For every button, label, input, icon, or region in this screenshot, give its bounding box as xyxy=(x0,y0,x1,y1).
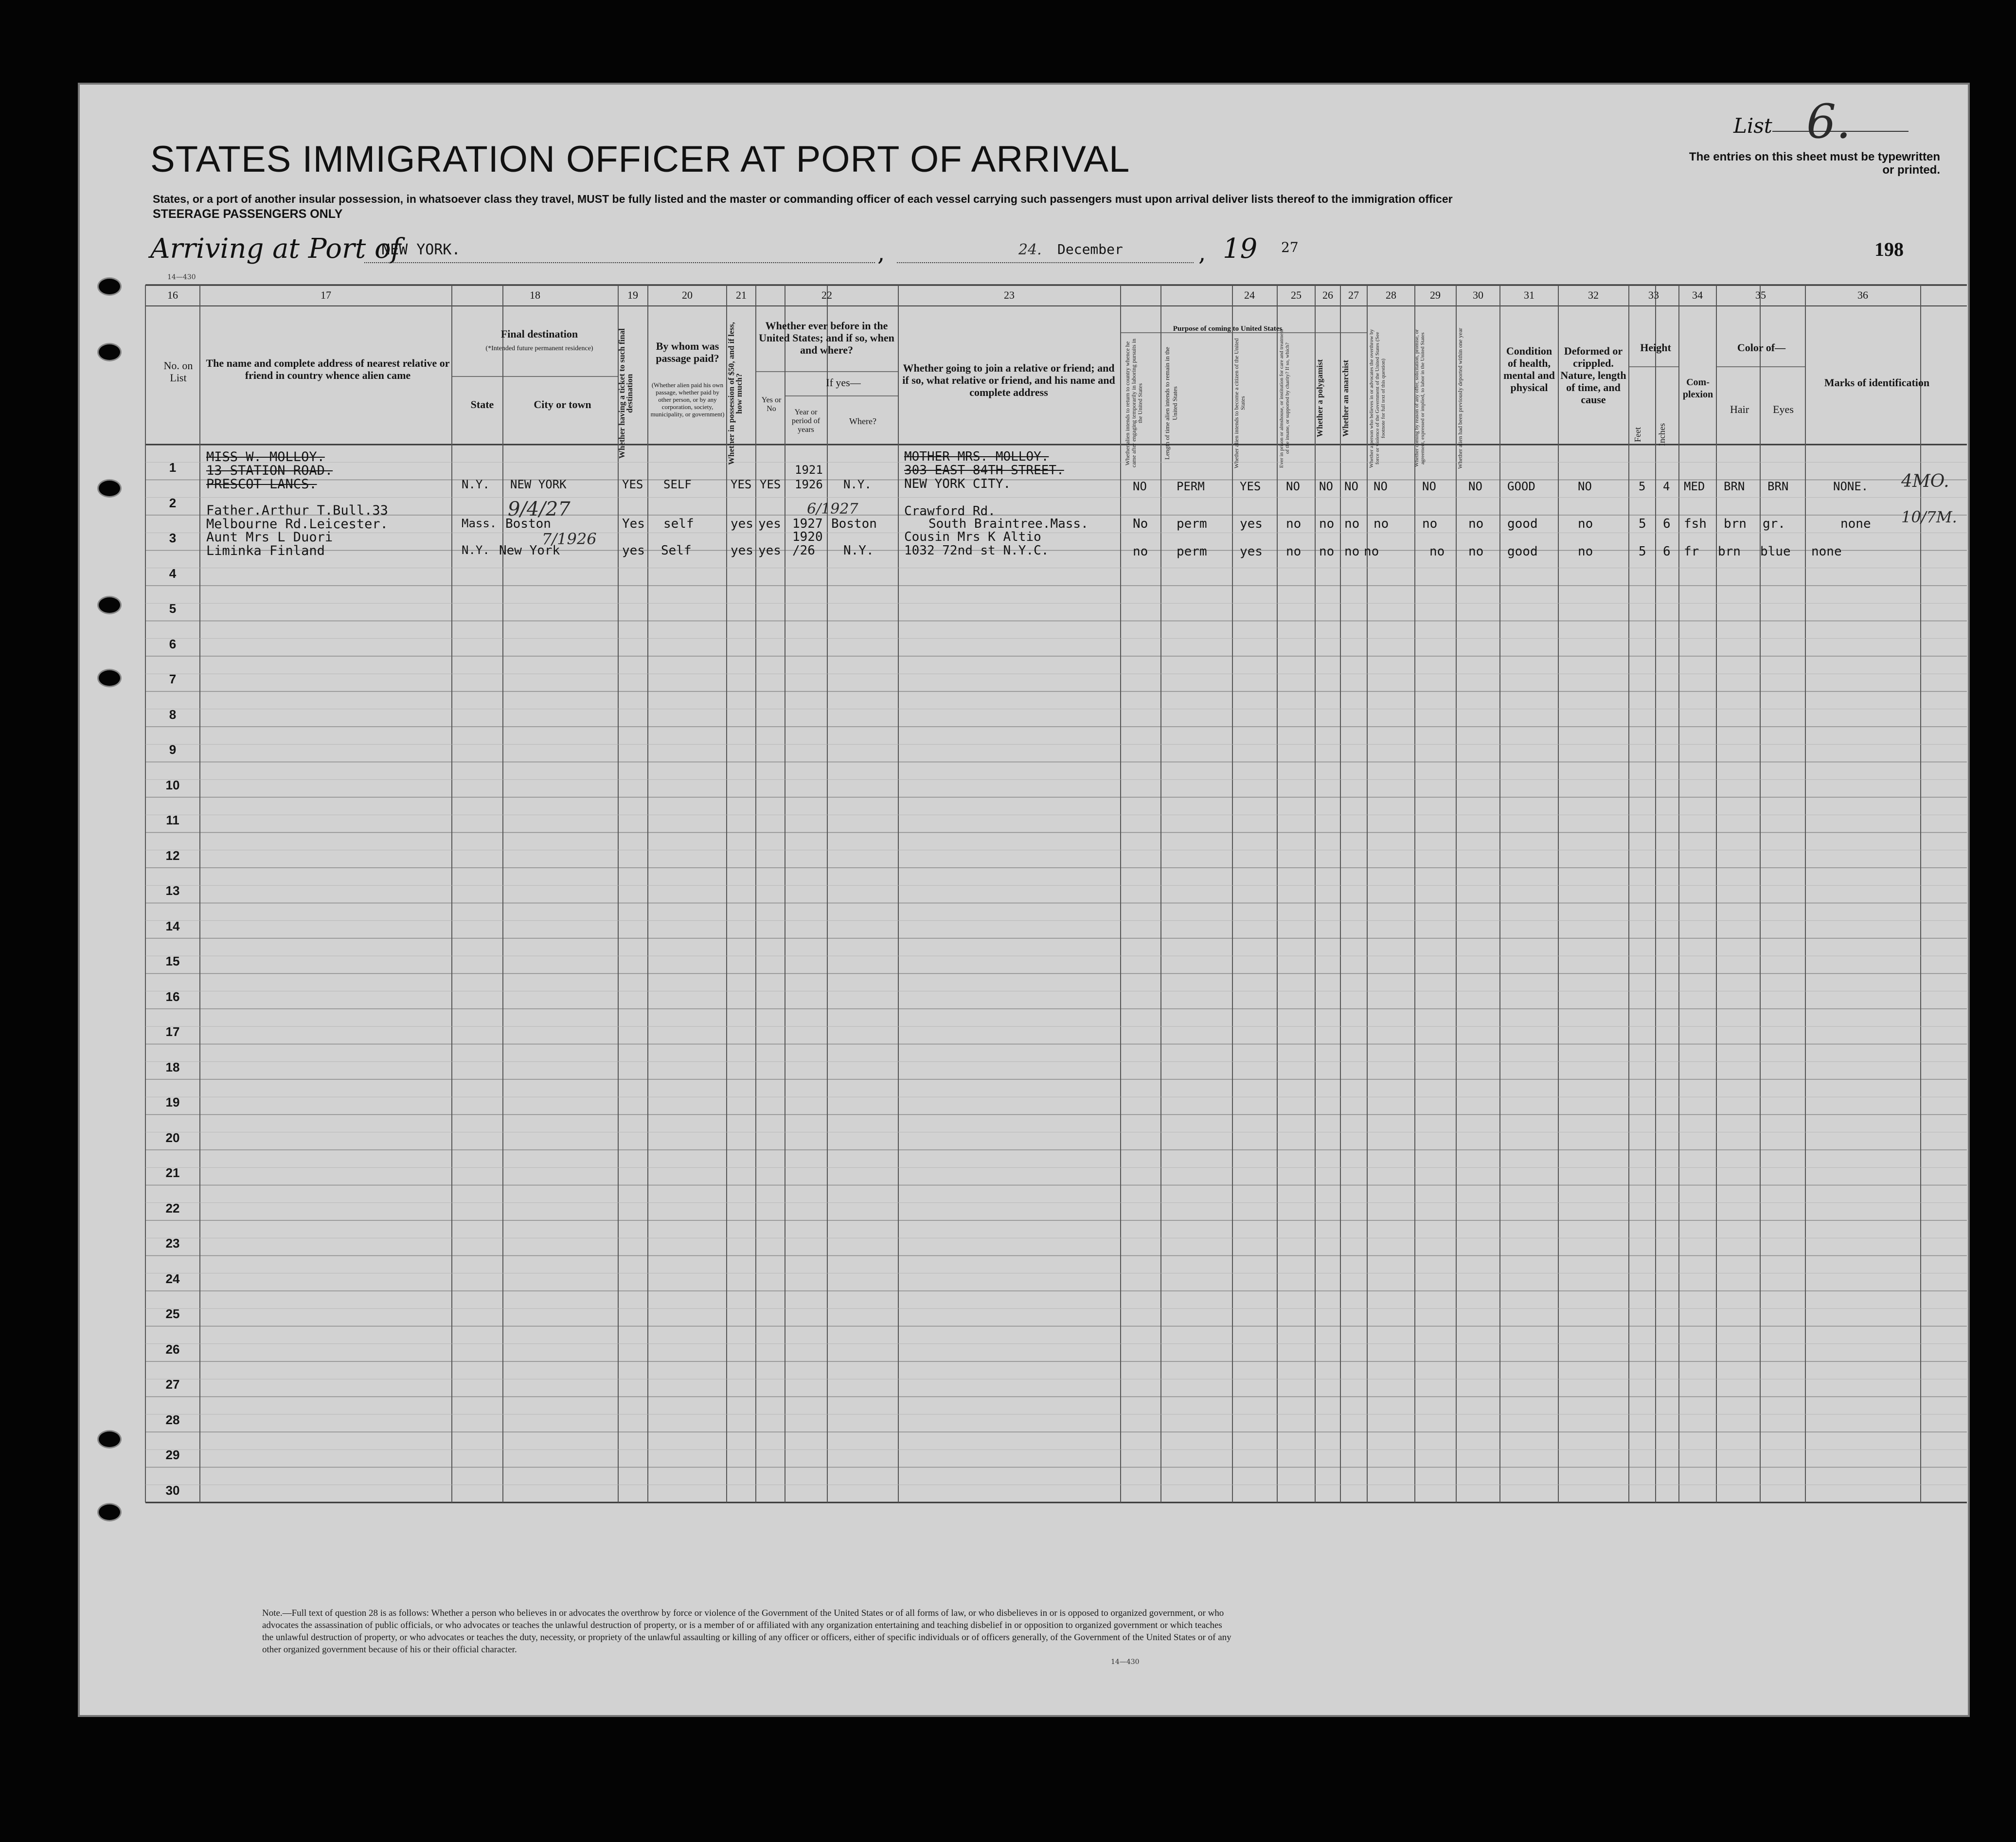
row-number: 29 xyxy=(165,1448,180,1463)
row1-citizen: YES xyxy=(1240,480,1261,493)
row1-city: NEW YORK xyxy=(510,478,567,491)
row3-where: N.Y. xyxy=(843,543,874,558)
footnote: Note.—Full text of question 28 is as follows: Whether a person who believes in or advocates the overthrow by force or violence of the Government of the United States or of all forms of law, or who disbelieves in or is opposed to organized government, or who advocates the assassination of public officials, or who advocates or teaches the unlawful destruction of property, or is a member of or affiliated with any organization entertaining and teaching disbelief in or opposition to organized government or which teaches the unlawful destruction of property, or who advocates or teaches the duty, necessity, or propriety of the unlawful assaulting or killing of any officer or officers, either of specific individuals or of officers generally, of the Government of the United States or of any other organized government because of his or their official character. xyxy=(262,1608,1231,1655)
row-number: 23 xyxy=(165,1236,180,1251)
header-ever-before: Whether ever before in the United States; and if so, when and where? xyxy=(759,320,894,356)
row1-polygamist: NO xyxy=(1319,480,1333,493)
header-where: Where? xyxy=(849,416,876,426)
row2-year: 1927 xyxy=(792,517,823,531)
column-number: 20 xyxy=(682,289,693,301)
row3-relative-line2: Liminka Finland xyxy=(206,543,325,558)
header-color-of: Color of— xyxy=(1737,341,1786,354)
row-number: 21 xyxy=(165,1165,180,1180)
column-number: 25 xyxy=(1291,289,1302,301)
header-city: City or town xyxy=(534,398,591,411)
binder-hole xyxy=(97,343,122,361)
row2-ticket: Yes xyxy=(622,517,645,531)
row-number: 25 xyxy=(165,1306,180,1322)
row2-feet: 5 xyxy=(1639,517,1646,531)
header-prison: Ever in prison or almshouse, or institution for care and treatment of the insane, or supported by charity? If so, which? xyxy=(1279,329,1290,468)
row2-deformed: no xyxy=(1578,517,1593,531)
column-number: 33 xyxy=(1648,289,1659,301)
row1-anarchist: NO xyxy=(1344,480,1358,493)
list-label: List xyxy=(1733,114,1772,138)
row-number: 9 xyxy=(169,742,177,757)
column-number: 30 xyxy=(1473,289,1483,301)
row-number: 4 xyxy=(169,566,177,581)
row2-fifty: yes xyxy=(731,517,753,531)
row2-join-line2: South Braintree.Mass. xyxy=(928,517,1088,531)
month-value: December xyxy=(1057,241,1123,257)
binder-hole xyxy=(97,669,122,687)
row-number: 18 xyxy=(165,1059,180,1074)
row2-hand-note-b: 6/1927 xyxy=(807,501,858,518)
row-number: 12 xyxy=(165,848,180,863)
row1-health: GOOD xyxy=(1507,480,1535,493)
column-number: 31 xyxy=(1524,289,1534,301)
row3-citizen: yes xyxy=(1240,544,1263,559)
header-purpose-c: Whether alien intends to become a citizen of the United States xyxy=(1233,338,1246,468)
row1-join-line1: MOTHER MRS. MOLLOY. xyxy=(904,449,1049,464)
row1-inches: 4 xyxy=(1663,480,1670,493)
row2-hair: brn xyxy=(1724,517,1747,531)
row3-return: no xyxy=(1133,544,1148,559)
row-number: 10 xyxy=(165,777,180,792)
header-passage-paid: By whom was passage paid? xyxy=(656,340,719,364)
row3-state: N.Y. xyxy=(462,543,490,557)
header-ticket: Whether having a ticket to such final destination xyxy=(617,328,634,459)
header-feet: Feet xyxy=(1633,427,1642,443)
row1-length: PERM xyxy=(1177,480,1205,493)
column-number: 27 xyxy=(1348,289,1359,301)
row3-join-line2: 1032 72nd st N.Y.C. xyxy=(904,543,1049,558)
header-yes-no: Yes or No xyxy=(761,396,782,413)
column-number: 34 xyxy=(1692,289,1703,301)
header-q29: Whether coming by reason of any offer, solicitation, promise, or agreement, expressed or implied, to labor in the United States xyxy=(1414,329,1426,467)
row1-ticket: YES xyxy=(622,478,643,491)
header-anarchist: Whether an anarchist xyxy=(1341,359,1350,437)
row-number: 28 xyxy=(165,1412,180,1427)
row-number: 16 xyxy=(165,989,180,1004)
row1-marks: NONE. xyxy=(1833,480,1869,493)
row2-complexion: fsh xyxy=(1684,517,1707,531)
row-number: 19 xyxy=(165,1095,180,1110)
year-prefix: 19 xyxy=(1223,233,1258,265)
column-number: 24 xyxy=(1244,289,1255,301)
row3-length: perm xyxy=(1177,544,1207,559)
row-number: 30 xyxy=(165,1483,180,1498)
header-complexion: Com-plexion xyxy=(1682,377,1713,400)
row3-anarchist: no xyxy=(1344,544,1360,559)
row3-year-a: 1920 xyxy=(792,530,823,544)
row1-fifty: YES xyxy=(731,478,752,491)
row-number: 7 xyxy=(169,672,177,687)
row3-ticket: yes xyxy=(622,543,645,558)
row1-return: NO xyxy=(1133,480,1147,493)
ruled-grid xyxy=(80,85,1968,1715)
header-hair: Hair xyxy=(1730,403,1749,415)
row2-return: No xyxy=(1133,517,1148,531)
row-number: 20 xyxy=(165,1130,180,1145)
row2-length: perm xyxy=(1177,517,1207,531)
row2-q29: no xyxy=(1422,517,1438,531)
header-q30: Whether alien had been previously deported within one year xyxy=(1457,328,1463,469)
binder-hole xyxy=(97,277,122,296)
column-number: 18 xyxy=(530,289,540,301)
header-q28: Whether a person who believes in or advocates the overthrow by force or violence of the Government of the United States (See footnote for full text of this question) xyxy=(1369,329,1386,468)
row-number: 2 xyxy=(169,495,177,510)
row1-join-line3: NEW YORK CITY. xyxy=(904,477,1011,491)
binder-hole xyxy=(97,479,122,498)
column-number: 35 xyxy=(1755,289,1766,301)
row3-q28: no xyxy=(1364,544,1379,559)
row1-q30: NO xyxy=(1468,480,1482,493)
row3-deformed: no xyxy=(1578,544,1593,559)
port-value: NEW YORK. xyxy=(381,241,461,258)
row3-feet: 5 xyxy=(1639,544,1646,559)
row-number: 8 xyxy=(169,707,177,722)
form-code-bottom: 14—430 xyxy=(1111,1658,1140,1666)
form-subtitle: States, or a port of another insular possession, in whatsoever class they travel, MUST be fully listed and the master or commanding officer of each vessel carrying such passengers must upon arrival deliver lists thereof to the immigration officer xyxy=(153,193,1453,205)
date-comma: , xyxy=(877,239,885,267)
row3-marks: none xyxy=(1811,544,1842,559)
binder-hole xyxy=(97,1430,122,1449)
row2-state: Mass. xyxy=(462,517,497,530)
row3-before: yes xyxy=(758,543,781,558)
row2-where: Boston xyxy=(831,517,877,531)
row-number: 17 xyxy=(165,1024,180,1039)
header-polygamist: Whether a polygamist xyxy=(1315,359,1324,438)
row3-year-b: /26 xyxy=(792,543,815,558)
column-number: 17 xyxy=(321,289,331,301)
row2-anarchist: no xyxy=(1344,517,1360,531)
header-join-relative: Whether going to join a relative or friend; and if so, what relative or friend, and his name and complete address xyxy=(902,362,1115,398)
day-value: 24. xyxy=(1018,241,1042,258)
row1-relative-line3: PRESCOT LANCS. xyxy=(206,477,317,492)
entries-note: The entries on this sheet must be typewritten or printed. xyxy=(1689,150,1940,177)
header-purpose-a: Whether alien intends to return to country whence he came after engaging temporarily in laboring pursuits in the United States xyxy=(1124,339,1143,468)
binder-hole xyxy=(97,1503,122,1521)
row-number: 5 xyxy=(169,601,177,616)
column-number: 32 xyxy=(1588,289,1599,301)
row1-hair: BRN xyxy=(1724,480,1745,493)
column-number: 29 xyxy=(1430,289,1441,301)
row-number: 24 xyxy=(165,1271,180,1286)
row-number: 3 xyxy=(169,531,177,546)
column-number: 19 xyxy=(627,289,638,301)
header-inches: Inches xyxy=(1657,423,1667,447)
row1-margin-note: 4MO. xyxy=(1901,471,1949,491)
row1-join-line2: 303 EAST 84TH STREET. xyxy=(904,463,1064,478)
row-number: 13 xyxy=(165,883,180,898)
row2-health: good xyxy=(1507,517,1538,531)
header-purpose-b: Length of time alien intends to remain in the United States xyxy=(1163,347,1178,460)
row-number: 26 xyxy=(165,1341,180,1357)
row2-city: Boston xyxy=(505,517,551,531)
manifest-sheet xyxy=(78,83,1970,1717)
header-state: State xyxy=(470,398,494,411)
row1-prison: NO xyxy=(1286,480,1300,493)
row-number: 1 xyxy=(169,460,177,475)
column-number: 16 xyxy=(167,289,178,301)
row-number: 11 xyxy=(166,813,179,828)
header-possession-50: Whether in possession of $50, and if less, how much? xyxy=(727,322,744,465)
row1-relative-line1: MISS W. MOLLOY. xyxy=(206,449,325,465)
column-number: 23 xyxy=(1004,289,1015,301)
row3-q30: no xyxy=(1468,544,1484,559)
row2-marks: none xyxy=(1840,517,1871,531)
row3-inches: 6 xyxy=(1663,544,1671,559)
class-line: STEERAGE PASSENGERS ONLY xyxy=(153,207,343,221)
row3-city: New York xyxy=(499,543,560,558)
page-code: 198 xyxy=(1874,238,1904,260)
row1-feet: 5 xyxy=(1639,480,1646,493)
row1-year-a: 1921 xyxy=(795,463,823,477)
row3-hand-note: 7/1926 xyxy=(542,530,597,548)
header-final-destination-note: (*Intended future permanent residence) xyxy=(485,345,593,352)
column-number: 26 xyxy=(1322,289,1333,301)
column-number: 28 xyxy=(1386,289,1396,301)
header-if-yes: If yes— xyxy=(826,376,861,389)
row2-relative-line2: Melbourne Rd.Leicester. xyxy=(206,517,388,532)
row3-prison: no xyxy=(1286,544,1302,559)
row-number: 14 xyxy=(165,918,180,933)
row1-state: N.Y. xyxy=(462,478,490,491)
row2-q30: no xyxy=(1468,517,1484,531)
row2-margin-note: 10/7M. xyxy=(1901,508,1957,526)
row2-citizen: yes xyxy=(1240,517,1263,531)
row1-complexion: MED xyxy=(1684,480,1705,493)
row2-inches: 6 xyxy=(1663,517,1671,531)
row2-q28: no xyxy=(1374,517,1389,531)
header-height: Height xyxy=(1640,341,1671,354)
row-number: 22 xyxy=(165,1200,180,1216)
year-comma: , xyxy=(1198,239,1206,267)
row3-relative-line1: Aunt Mrs L Duori xyxy=(206,530,333,545)
row1-q29: NO xyxy=(1422,480,1436,493)
row2-hand-note: 9/4/27 xyxy=(508,498,571,520)
row3-health: good xyxy=(1507,544,1538,559)
row1-year-b: 1926 xyxy=(795,478,823,491)
header-purpose: Purpose of coming to United States xyxy=(1173,325,1283,333)
binder-hole xyxy=(97,596,122,614)
row2-polygamist: no xyxy=(1319,517,1335,531)
row1-q28: NO xyxy=(1374,480,1388,493)
header-nearest-relative: The name and complete address of nearest relative or friend in country whence alien came xyxy=(206,357,450,381)
row3-eyes: blue xyxy=(1760,544,1791,559)
arriving-label: Arriving at Port of xyxy=(150,233,401,265)
header-marks: Marks of identification xyxy=(1824,376,1930,389)
header-year-period: Year or period of years xyxy=(791,408,821,434)
list-number: 6. xyxy=(1806,94,1851,149)
row2-eyes: gr. xyxy=(1763,517,1785,531)
row3-paid: Self xyxy=(661,543,692,558)
year-suffix: 27 xyxy=(1281,239,1299,255)
row1-before: YES xyxy=(760,478,781,491)
row1-where: N.Y. xyxy=(843,478,872,491)
row3-q29: no xyxy=(1429,544,1445,559)
row-number: 6 xyxy=(169,636,177,651)
row2-relative-line1: Father.Arthur T.Bull.33 xyxy=(206,503,388,518)
header-no-on-list: No. on List xyxy=(163,359,193,384)
row3-polygamist: no xyxy=(1319,544,1335,559)
row2-join-line1: Crawford Rd. xyxy=(904,504,996,519)
row3-join-line1: Cousin Mrs K Altio xyxy=(904,530,1041,544)
row3-fifty: yes xyxy=(731,543,753,558)
header-passage-paid-note: (Whether alien paid his own passage, whether paid by other person, or by any corporation, society, municipality, or government) xyxy=(650,381,725,418)
header-eyes: Eyes xyxy=(1773,403,1794,415)
row3-hair: brn xyxy=(1718,544,1741,559)
column-number: 22 xyxy=(821,289,832,301)
form-code-top: 14—430 xyxy=(167,273,196,281)
row1-eyes: BRN xyxy=(1767,480,1789,493)
row1-relative-line2: 13 STATION ROAD. xyxy=(206,463,333,478)
row2-before: yes xyxy=(758,517,781,531)
row1-deformed: NO xyxy=(1578,480,1592,493)
header-health: Condition of health, mental and physical xyxy=(1503,345,1555,393)
form-title: STATES IMMIGRATION OFFICER AT PORT OF ARRIVAL xyxy=(150,139,1130,180)
row-number: 27 xyxy=(165,1377,180,1392)
header-deformed: Deformed or crippled. Nature, length of time, and cause xyxy=(1560,345,1626,406)
header-final-destination: Final destination xyxy=(500,328,578,340)
column-number: 21 xyxy=(736,289,747,301)
row2-prison: no xyxy=(1286,517,1302,531)
row3-complexion: fr xyxy=(1684,544,1699,559)
row2-paid: self xyxy=(663,517,694,531)
column-number: 36 xyxy=(1857,289,1868,301)
row-number: 15 xyxy=(165,954,180,969)
row1-paid: SELF xyxy=(663,478,692,491)
